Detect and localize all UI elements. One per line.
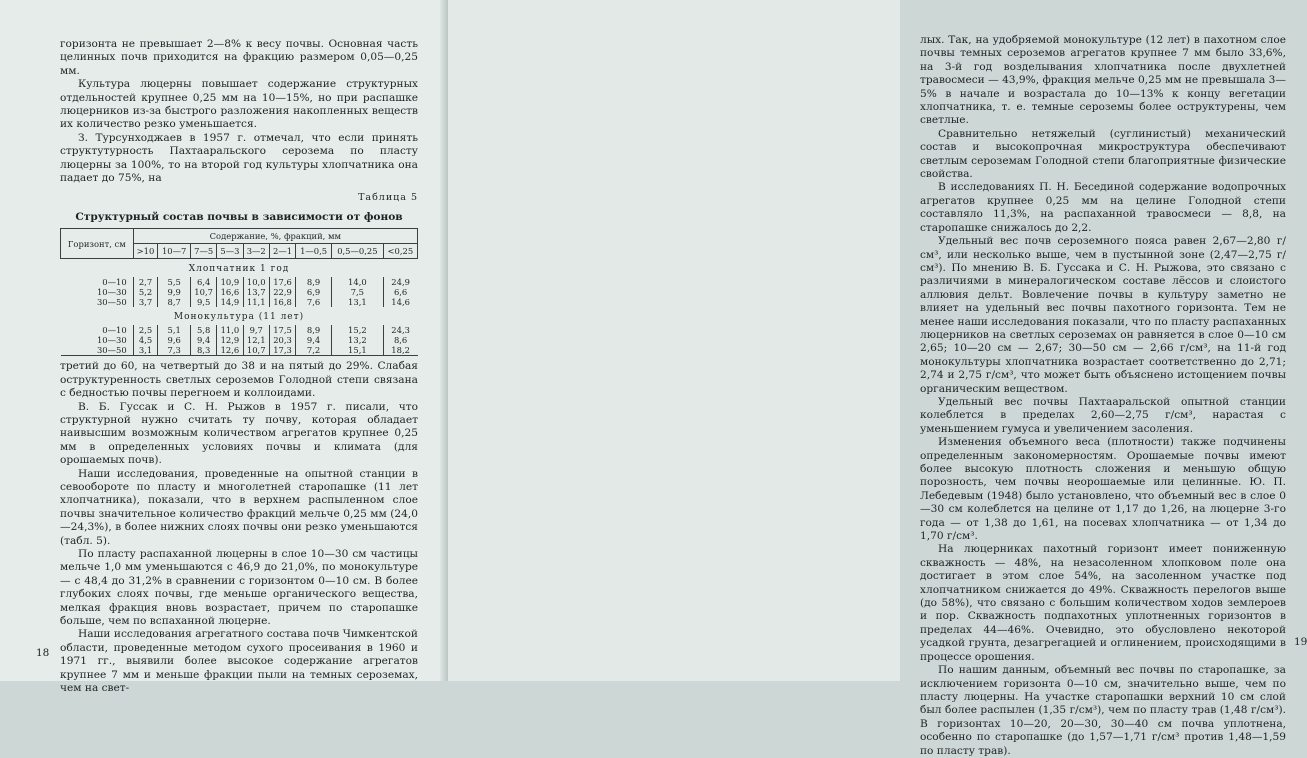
paragraph: На люцерниках пахотный горизонт имеет пониженную скважность — 48%, на незасоленном хлопковом поле она достигает в этом слое 54%, на засоленном участке под хлопчатником снижается до 49%. Скважность перелогов выше (до 58%), что связано с большим количеством ходов землероев и пор. Скважность подпахотных уплотненных горизонтов в пределах 44—46%. Очевидно, это обусловлено некоторой усадкой грунта, дезагрегацией и оглинением, происходящими в процессе орошения. <box>920 543 1286 663</box>
value-cell: 9,4 <box>190 335 216 345</box>
value-cell: 2,7 <box>133 277 158 287</box>
value-cell: 6,6 <box>383 287 417 297</box>
value-cell: 7,3 <box>158 345 191 356</box>
paragraph: горизонта не превышает 2—8% к весу почвы. Основная часть целинных почв приходится на фракцию размером 0,05—0,25 мм. <box>60 38 418 77</box>
column-header: 0,5—0,25 <box>332 244 384 259</box>
table-row <box>61 287 418 297</box>
value-cell: 8,7 <box>158 297 191 307</box>
paragraph: По пласту распаханной люцерны в слое 10—30 см частицы мельче 1,0 мм уменьшаются с 46,9 до 21,0%, по монокультуре — с 48,4 до 31,2% в сравнении с горизонтом 0—10 см. В более глубоких слоях почвы, где меньше органического вещества, мелкая фракция вновь возрастает, причем по старопашке больше, чем по вспаханной люцерне. <box>60 547 418 627</box>
table-title: Структурный состав почвы в зависимости от фонов <box>75 210 403 223</box>
value-cell: 24,9 <box>383 277 417 287</box>
column-header: 7—5 <box>190 244 216 259</box>
value-cell: 5,8 <box>190 325 216 335</box>
table-row <box>61 297 418 307</box>
value-cell: 5,5 <box>158 277 191 287</box>
paragraph: По нашим данным, объемный вес почвы по старопашке, за исключением горизонта 0—10 см, значительно выше, чем по пласту люцерны. На участке старопашки верхний 10 см слой был более распылен (1,35 г/см³), чем по пласту трав (1,48 г/см³). В горизонтах 10—20, 20—30, 30—40 см почва уплотнена, особенно по старопашке (до 1,57—1,71 г/см³ против 1,48—1,59 по пласту трав). <box>920 664 1286 757</box>
value-cell: 9,4 <box>296 335 332 345</box>
value-cell: 6,4 <box>190 277 216 287</box>
value-cell: 11,0 <box>217 325 243 335</box>
paragraph: Культура люцерны повышает содержание структурных отдельностей крупнее 0,25 мм на 10—15%, но при распашке люцерников из-за быстрого разложения накопленных веществ их количество резко уменьшается. <box>60 78 418 131</box>
value-cell: 20,3 <box>269 335 295 345</box>
value-cell: 12,6 <box>217 345 243 356</box>
value-cell: 7,5 <box>332 287 384 297</box>
paragraph: Изменения объемного веса (плотности) также подчинены определенным закономерностям. Орошаемые почвы имеют более высокую плотность сложения и меньшую общую порозность, чем почвы неорошаемые или целинные. Ю. П. Лебедевым (1948) было установлено, что объемный вес в слое 0—30 см колеблется на целине от 1,17 до 1,26, на люцерне 3-го года — от 1,38 до 1,61, на посевах хлопчатника — от 1,34 до 1,70 г/см³. <box>920 436 1286 543</box>
paragraph: Сравнительно нетяжелый (суглинистый) механический состав и высокопрочная микроструктура обеспечивают светлым сероземам Голодной степи благоприятные физические свойства. <box>920 127 1286 181</box>
paragraph: В. Б. Гуссак и С. Н. Рыжов в 1957 г. писали, что структурной нужно считать ту почву, которая обладает наивысшим возможным количеством агрегатов крупнее 0,25 мм в определенных условиях почвы и климата (для орошаемых почв). <box>60 400 418 467</box>
value-cell: 10,9 <box>217 277 243 287</box>
soil-structure-table <box>60 228 418 356</box>
column-header: 10—7 <box>158 244 191 259</box>
value-cell: 10,7 <box>190 287 216 297</box>
horizon-cell: 0—10 <box>102 277 127 288</box>
value-cell: 17,5 <box>269 325 295 335</box>
value-cell: 9,7 <box>243 325 269 335</box>
value-cell: 2,5 <box>133 325 158 335</box>
column-header: <0,25 <box>383 244 417 259</box>
table-group-label: Хлопчатник 1 год <box>188 264 290 275</box>
value-cell: 10,0 <box>243 277 269 287</box>
table-body <box>61 259 418 356</box>
value-cell: 9,9 <box>158 287 191 297</box>
value-cell: 5,1 <box>158 325 191 335</box>
value-cell: 7,2 <box>296 345 332 356</box>
value-cell: 10,7 <box>243 345 269 356</box>
value-cell: 13,2 <box>332 335 384 345</box>
page-number-right: 19 <box>1294 636 1307 648</box>
value-cell: 17,6 <box>269 277 295 287</box>
column-header: 1—0,5 <box>296 244 332 259</box>
table-row <box>61 335 418 345</box>
value-cell: 3,1 <box>133 345 158 356</box>
horizon-cell: 0—10 <box>102 325 127 336</box>
left-paragraphs-before <box>60 38 418 185</box>
value-cell: 22,9 <box>269 287 295 297</box>
value-cell: 14,9 <box>217 297 243 307</box>
value-cell: 11,1 <box>243 297 269 307</box>
value-cell: 3,7 <box>133 297 158 307</box>
table-number: Таблица 5 <box>358 192 418 204</box>
value-cell: 14,0 <box>332 277 384 287</box>
table-group-label: Монокультура (11 лет) <box>173 312 305 323</box>
paragraph: третий до 60, на четвертый до 38 и на пятый до 29%. Слабая оструктуренность светлых сероземов Голодной степи связана с бедностью почвы перегноем и коллоидами. <box>60 360 418 400</box>
table-row <box>61 345 418 356</box>
value-cell: 7,6 <box>296 297 332 307</box>
value-cell: 13,7 <box>243 287 269 297</box>
value-cell: 13,1 <box>332 297 384 307</box>
value-cell: 6,9 <box>296 287 332 297</box>
table-row <box>61 277 418 287</box>
column-header: 5—3 <box>217 244 243 259</box>
value-cell: 4,5 <box>133 335 158 345</box>
value-cell: 17,3 <box>269 345 295 356</box>
value-cell: 8,9 <box>296 277 332 287</box>
horizon-cell: 30—50 <box>61 345 134 356</box>
value-cell: 9,5 <box>190 297 216 307</box>
right-page-text <box>920 34 1286 758</box>
value-cell: 8,9 <box>296 325 332 335</box>
left-page <box>0 0 448 695</box>
left-page-text <box>60 38 418 695</box>
paragraph: Удельный вес почвы Пахтааральской опытной станции колеблется в пределах 2,60—2,75 г/см³, нарастая с уменьшением гумуса и увеличением засоления. <box>920 395 1286 435</box>
value-cell: 15,1 <box>332 345 384 356</box>
paragraph: Удельный вес почв сероземного пояса равен 2,67—2,80 г/см³, или несколько выше, чем в пустынной зоне (2,47—2,75 г/см³). По мнению В. Б. Гуссака и С. Н. Рыжова, это связано с различиями в минералогическом составе лёссов и слоистого аллювия дельт. Вовлечение почвы в культуру заметно не влияет на удельный вес почвы пахотного горизонта. Тем не менее наши исследования показали, что по пласту распаханных люцерников на светлых сероземах он равняется в слое 0—10 см 2,65; 10—20 см — 2,67; 30—50 см — 2,66 г/см³, на 11-й год монокультуры хлопчатника возрастает соответственно до 2,71; 2,74 и 2,75 г/см³, что может быть объяснено истощением почвы органическим веществом. <box>920 235 1286 395</box>
right-page <box>448 0 1307 757</box>
value-cell: 16,6 <box>217 287 243 297</box>
value-cell: 16,8 <box>269 297 295 307</box>
column-header: 2—1 <box>269 244 295 259</box>
value-cell: 8,3 <box>190 345 216 356</box>
value-cell: 12,1 <box>243 335 269 345</box>
value-cell: 9,6 <box>158 335 191 345</box>
table-row <box>61 325 418 335</box>
horizon-cell: 30—50 <box>96 297 127 308</box>
value-cell: 15,2 <box>332 325 384 335</box>
table-group-row <box>61 259 418 278</box>
column-header: 3—2 <box>243 244 269 259</box>
row-header: Горизонт, см <box>61 229 134 259</box>
paragraph: Наши исследования агрегатного состава почв Чимкентской области, проведенные методом сухого просеивания в 1960 и 1971 гг., выявили более высокое содержание агрегатов крупнее 7 мм и меньше фракции пыли на темных сероземах, чем на свет- <box>60 628 418 695</box>
paragraph: З. Турсунходжаев в 1957 г. отмечал, что если принять структутурность Пахтааральского серозема по пласту люцерны за 100%, то на второй год культуры хлопчатника она падает до 75%, на <box>60 131 418 185</box>
group-header: Содержание, %, фракций, мм <box>133 229 417 244</box>
table-group-row <box>61 307 418 325</box>
left-paragraphs-after <box>60 360 418 695</box>
paragraph: лых. Так, на удобряемой монокультуре (12 лет) в пахотном слое почвы темных сероземов агрегатов крупнее 7 мм было 33,6%, на 3-й год возделывания хлопчатника после двухлетней травосмеси — 43,9%, фракция мельче 0,25 мм не превышала 3—5% в начале и возрастала до 10—13% к концу вегетации хлопчатника, т. е. темные сероземы более оструктурены, чем светлые. <box>920 34 1286 127</box>
paragraph: Наши исследования, проведенные на опытной станции в севообороте по пласту и многолетней старопашке (11 лет хлопчатника), показали, что в верхнем распыленном слое почвы значительное количество фракций мельче 0,25 мм (24,0—24,3%), в более нижних слоях почвы они резко уменьшаются (табл. 5). <box>60 467 418 547</box>
value-cell: 14,6 <box>383 297 417 307</box>
paragraph: В исследованиях П. Н. Бесединой содержание водопрочных агрегатов крупнее 0,25 мм на целине Голодной степи составляло 11,3%, на распаханной травосмеси — 8,8, на старопашке снижалось до 2,2. <box>920 181 1286 234</box>
value-cell: 12,9 <box>217 335 243 345</box>
horizon-cell: 10—30 <box>96 287 127 298</box>
column-header: >10 <box>133 244 158 259</box>
value-cell: 5,2 <box>133 287 158 297</box>
value-cell: 18,2 <box>383 345 417 356</box>
horizon-cell: 10—30 <box>96 335 127 346</box>
page-number-left: 18 <box>36 647 50 659</box>
value-cell: 8,6 <box>383 335 417 345</box>
value-cell: 24,3 <box>383 325 417 335</box>
